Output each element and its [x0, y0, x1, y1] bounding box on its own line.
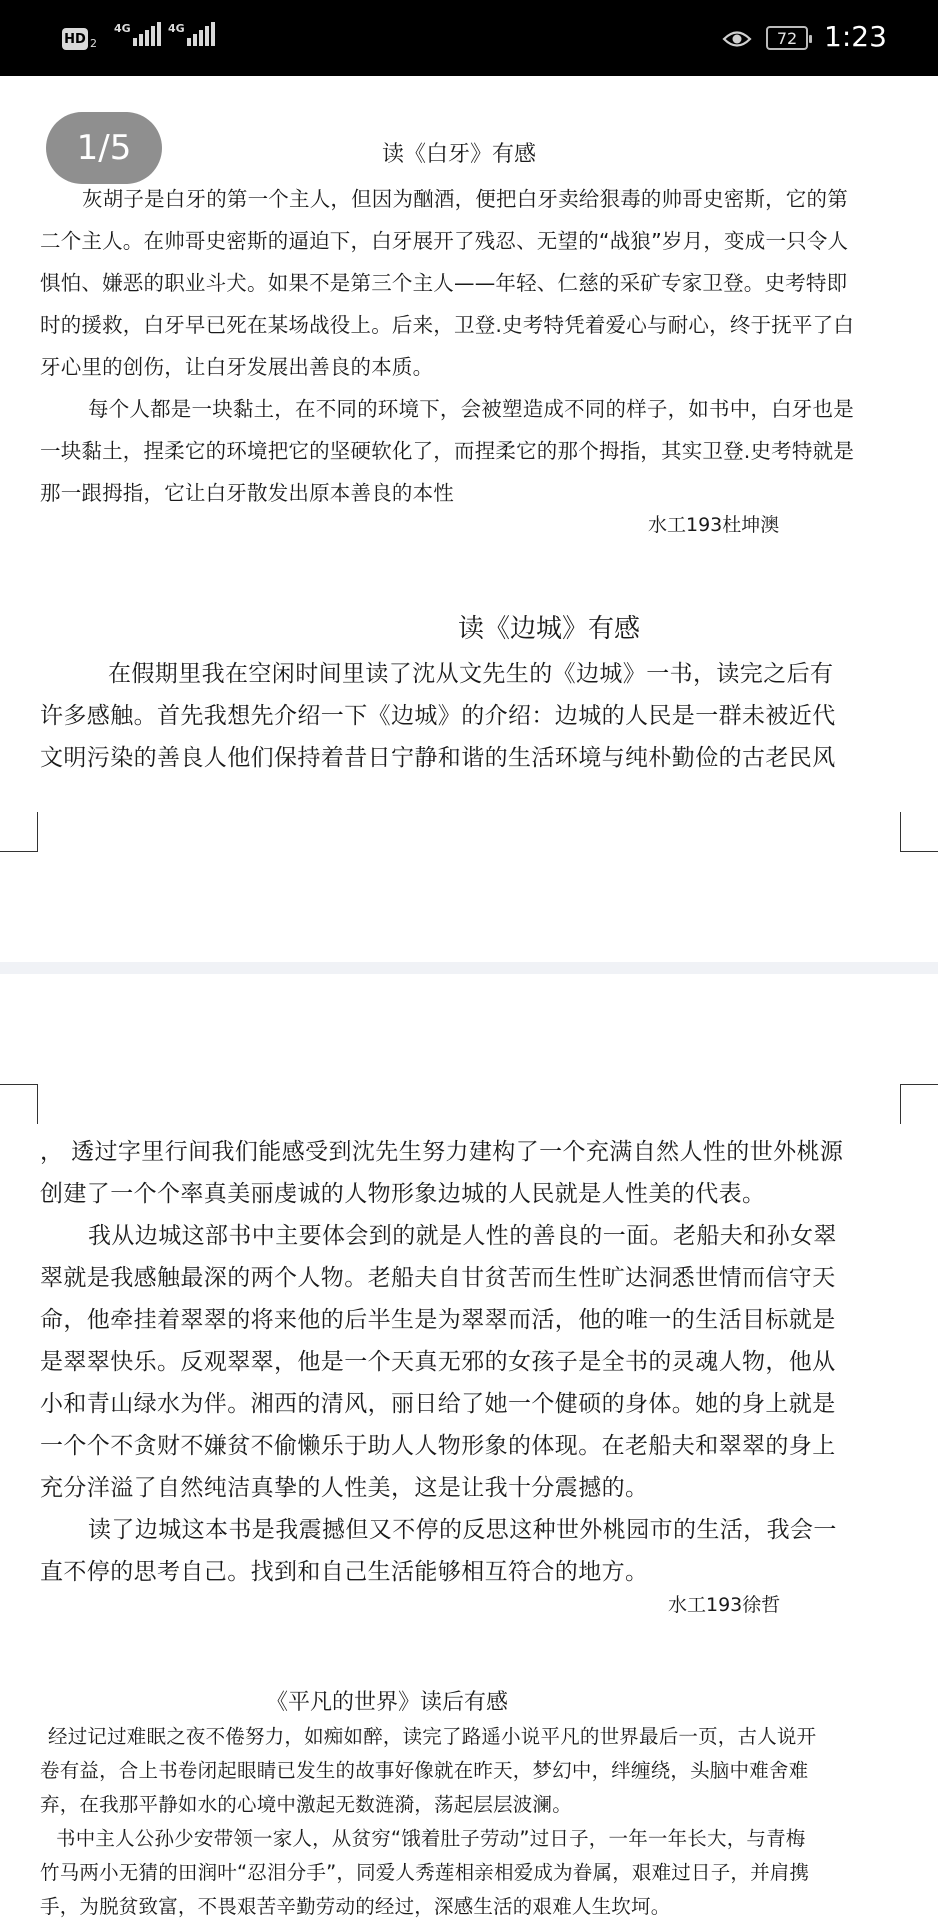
section2-line: 命，他牵挂着翠翠的将来他的后半生是为翠翠而活，他的唯一的生活目标就是 — [40, 1307, 836, 1333]
section2-line: 翠就是我感触最深的两个人物。老船夫自甘贫苦而生性旷达洞悉世情而信守天 — [40, 1265, 836, 1291]
signal-label-2: 4G — [168, 22, 185, 35]
section1-title: 读《白牙》有感 — [382, 142, 537, 167]
section2-signature: 水工193徐哲 — [668, 1594, 781, 1616]
section1-line: 灰胡子是白牙的第一个主人，但因为酗酒，便把白牙卖给狠毒的帅哥史密斯，它的第 — [82, 187, 848, 211]
section2-title: 读《边城》有感 — [458, 614, 641, 644]
crop-mark — [900, 1084, 938, 1124]
section3-line: 竹马两小无猜的田润叶“忍泪分手”，同爱人秀莲相亲相爱成为眷属，艰难过日子，并肩携 — [40, 1861, 810, 1884]
hd-icon — [62, 28, 97, 50]
status-bar — [0, 0, 938, 76]
page-separator — [0, 962, 938, 974]
section3-title: 《平凡的世界》读后有感 — [266, 1690, 509, 1715]
section2-line: 我从边城这部书中主要体会到的就是人性的善良的一面。老船夫和孙女翠 — [88, 1223, 837, 1249]
section2-line: 文明污染的善良人他们保持着昔日宁静和谐的生活环境与纯朴勤俭的古老民风 — [40, 745, 836, 771]
section2-line: 读了边城这本书是我震撼但又不停的反思这种世外桃园市的生活，我会一 — [88, 1517, 837, 1543]
section3-line: 卷有益，合上书卷闭起眼睛已发生的故事好像就在昨天，梦幻中，绊缠绕，头脑中难舍难 — [40, 1759, 809, 1782]
section1-signature: 水工193杜坤澳 — [648, 514, 780, 536]
section2-line: 在假期里我在空闲时间里读了沈从文先生的《边城》一书，读完之后有 — [108, 661, 834, 687]
crop-mark — [0, 812, 38, 852]
section1-line: 牙心里的创伤，让白牙发展出善良的本质。 — [40, 355, 434, 379]
battery-level: 72 — [776, 28, 798, 48]
section2-line: 小和青山绿水为伴。湘西的清风，丽日给了她一个健硕的身体。她的身上就是 — [40, 1391, 836, 1417]
section1-line: 惧怕、嫌恶的职业斗犬。如果不是第三个主人——年轻、仁慈的采矿专家卫登。史考特即 — [40, 271, 848, 295]
signal-label: 4G — [114, 22, 131, 35]
section1-line: 一块黏土，捏柔它的环境把它的坚硬软化了，而捏柔它的那个拇指，其实卫登.史考特就是 — [40, 439, 855, 463]
section1-line: 时的援救，白牙早已死在某场战役上。后来，卫登.史考特凭着爱心与耐心，终于抚平了白 — [40, 313, 855, 337]
hd-label: HD — [62, 28, 88, 50]
crop-mark — [0, 1084, 38, 1124]
section2-line: 创建了一个个率真美丽虔诚的人物形象边城的人民就是人性美的代表。 — [40, 1181, 766, 1207]
section3-line: 手，为脱贫致富，不畏艰苦辛勤劳动的经过，深感生活的艰难人生坎坷。 — [40, 1895, 671, 1918]
hd-sub-label: 2 — [90, 37, 97, 50]
section3-line: 书中主人公孙少安带领一家人，从贫穷“饿着肚子劳动”过日子，一年一年长大，与青梅 — [56, 1827, 806, 1850]
section3-line: 经过记过难眠之夜不倦努力，如痴如醉，读完了路遥小说平凡的世界最后一页，古人说开 — [48, 1725, 817, 1748]
section1-line: 二个主人。在帅哥史密斯的逼迫下，白牙展开了残忍、无望的“战狼”岁月，变成一只令人 — [40, 229, 849, 253]
signal-icon-2 — [168, 22, 217, 46]
eye-icon — [722, 28, 752, 50]
section2-line: ， 透过字里行间我们能感受到沈先生努力建构了一个充满自然人性的世外桃源 — [40, 1139, 844, 1165]
clock: 1:23 — [824, 20, 887, 53]
section2-line: 直不停的思考自己。找到和自己生活能够相互符合的地方。 — [40, 1559, 649, 1585]
section3-line: 弃，在我那平静如水的心境中激起无数涟漪，荡起层层波澜。 — [40, 1793, 572, 1816]
section2-line: 许多感触。首先我想先介绍一下《边城》的介绍：边城的人民是一群未被近代 — [40, 703, 836, 729]
section2-line: 一个个不贪财不嫌贫不偷懒乐于助人人物形象的体现。在老船夫和翠翠的身上 — [40, 1433, 836, 1459]
crop-mark — [900, 812, 938, 852]
page-indicator[interactable]: 1/5 — [46, 112, 162, 184]
section2-line: 是翠翠快乐。反观翠翠，他是一个天真无邪的女孩子是全书的灵魂人物，他从 — [40, 1349, 836, 1375]
section1-line: 那一跟拇指，它让白牙散发出原本善良的本性 — [40, 481, 454, 505]
section1-line: 每个人都是一块黏土，在不同的环境下，会被塑造成不同的样子，如书中，白牙也是 — [88, 397, 854, 421]
signal-icon — [114, 22, 163, 46]
section2-line: 充分洋溢了自然纯洁真挚的人性美，这是让我十分震撼的。 — [40, 1475, 649, 1501]
battery-icon — [766, 26, 808, 50]
